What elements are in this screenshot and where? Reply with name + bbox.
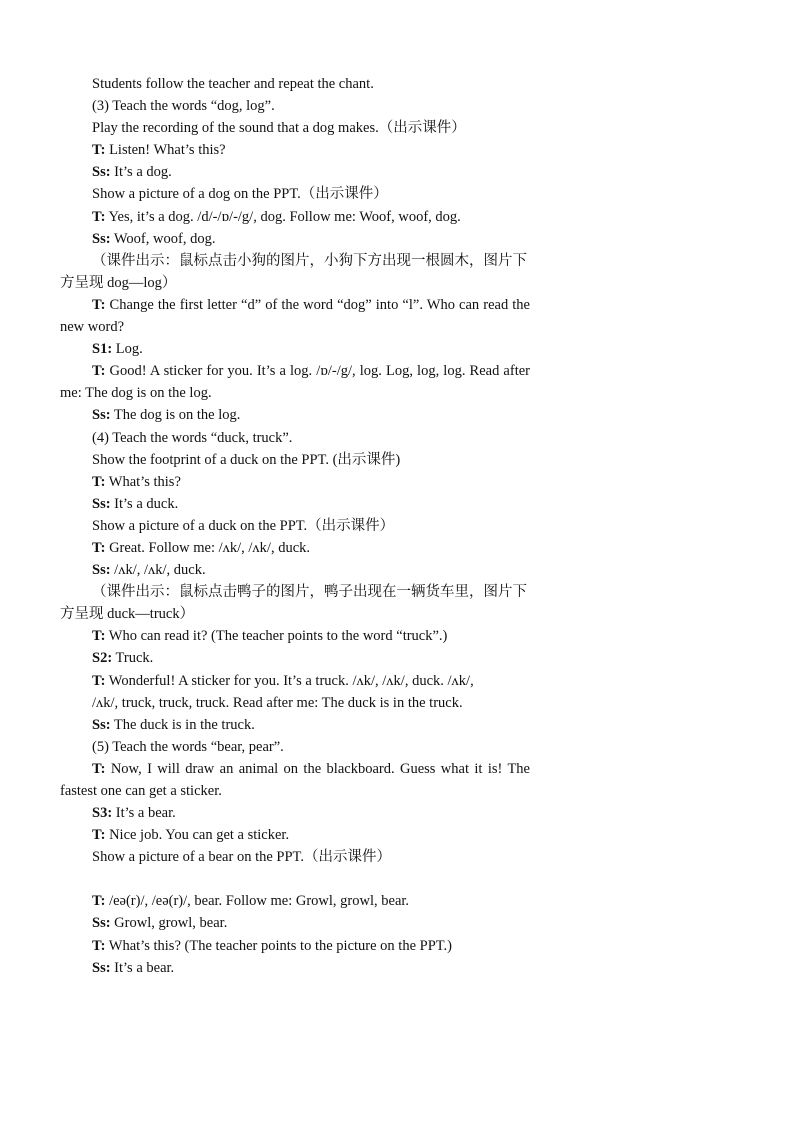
line-text: Show a picture of a duck on the PPT.（出示课件） bbox=[92, 517, 395, 534]
line-text: (4) Teach the words “duck, truck”. bbox=[92, 429, 293, 446]
dialogue-line bbox=[60, 404, 540, 426]
line-text: It’s a dog. bbox=[110, 164, 172, 181]
speaker-label: Ss: bbox=[92, 915, 111, 932]
text-line bbox=[60, 736, 540, 758]
line-text: Log. bbox=[112, 341, 143, 358]
dialogue-line bbox=[60, 471, 540, 493]
line-text: Students follow the teacher and repeat the chant. bbox=[92, 76, 374, 92]
speaker-label: Ss: bbox=[92, 230, 111, 247]
speaker-label: T: bbox=[92, 208, 106, 225]
lesson-plan-text bbox=[60, 73, 540, 979]
dialogue-line bbox=[60, 824, 540, 846]
speaker-label: Ss: bbox=[92, 164, 111, 181]
speaker-label: S1: bbox=[92, 341, 113, 358]
dialogue-line bbox=[60, 294, 530, 338]
courseware-note bbox=[60, 581, 540, 625]
dialogue-line bbox=[60, 360, 530, 404]
text-line bbox=[60, 449, 540, 471]
dialogue-line bbox=[60, 935, 540, 957]
speaker-label: S2: bbox=[92, 650, 113, 667]
line-text: It’s a bear. bbox=[110, 959, 175, 976]
line-text: （课件出示：鼠标点击小狗的图片，小狗下方出现一根圆木，图片下方呈现 dog—log） bbox=[60, 252, 527, 291]
line-text: /eə(r)/, /eə(r)/, bear. Follow me: Growl, growl, bear. bbox=[105, 893, 410, 910]
line-text: /ʌk/, /ʌk/, duck. bbox=[110, 562, 206, 579]
line-text: Change the first letter “d” of the word “dog” into “l”. Who can read the new word? bbox=[60, 296, 530, 336]
dialogue-line bbox=[60, 890, 540, 912]
dialogue-line bbox=[60, 802, 540, 824]
line-text: What’s this? bbox=[105, 473, 181, 490]
speaker-label: T: bbox=[92, 893, 106, 910]
dialogue-line bbox=[60, 338, 540, 360]
text-line bbox=[60, 427, 540, 449]
line-text: Truck. bbox=[112, 650, 154, 667]
line-text: Listen! What’s this? bbox=[105, 142, 226, 159]
line-text: Show the footprint of a duck on the PPT. (出示课件) bbox=[92, 451, 401, 468]
speaker-label: T: bbox=[92, 473, 106, 490]
text-line bbox=[60, 692, 540, 714]
text-line bbox=[60, 73, 540, 95]
line-text: Growl, growl, bear. bbox=[110, 915, 228, 932]
speaker-label: T: bbox=[92, 827, 106, 844]
line-text: Wonderful! A sticker for you. It’s a truck. /ʌk/, /ʌk/, duck. /ʌk/, bbox=[105, 672, 474, 689]
line-text: It’s a bear. bbox=[112, 805, 176, 822]
dialogue-line bbox=[60, 559, 540, 581]
dialogue-line bbox=[60, 647, 540, 669]
speaker-label: Ss: bbox=[92, 716, 111, 733]
dialogue-line bbox=[60, 625, 540, 647]
line-text: What’s this? (The teacher points to the picture on the PPT.) bbox=[105, 937, 453, 954]
dialogue-line bbox=[60, 206, 540, 228]
dialogue-line bbox=[60, 139, 540, 161]
speaker-label: Ss: bbox=[92, 562, 111, 579]
dialogue-line bbox=[60, 758, 530, 802]
text-line bbox=[60, 183, 540, 205]
line-text: /ʌk/, truck, truck, truck. Read after me: The duck is in the truck. bbox=[92, 694, 463, 711]
dialogue-line bbox=[60, 228, 540, 250]
speaker-label: T: bbox=[92, 539, 106, 556]
speaker-label: Ss: bbox=[92, 959, 111, 976]
line-text: Yes, it’s a dog. /d/-/ɒ/-/g/, dog. Follow me: Woof, woof, dog. bbox=[105, 208, 461, 225]
blank-line bbox=[60, 868, 540, 890]
dialogue-line bbox=[60, 537, 540, 559]
line-text: It’s a duck. bbox=[110, 495, 179, 512]
speaker-label: T: bbox=[92, 760, 106, 777]
text-line bbox=[60, 515, 540, 537]
line-text: Play the recording of the sound that a dog makes.（出示课件） bbox=[92, 120, 466, 137]
dialogue-line bbox=[60, 670, 540, 692]
dialogue-line bbox=[60, 714, 540, 736]
speaker-label: T: bbox=[92, 363, 106, 380]
line-text: Woof, woof, dog. bbox=[110, 230, 216, 247]
line-text: (5) Teach the words “bear, pear”. bbox=[92, 738, 284, 755]
speaker-label: T: bbox=[92, 628, 106, 645]
line-text: Good! A sticker for you. It’s a log. /ɒ/-/g/, log. Log, log, log. Read after me: The dog is on the log. bbox=[60, 363, 530, 402]
text-line bbox=[60, 117, 540, 139]
dialogue-line bbox=[60, 161, 540, 183]
line-text: （课件出示：鼠标点击鸭子的图片，鸭子出现在一辆货车里，图片下方呈现 duck—truck） bbox=[60, 584, 527, 623]
line-text: Show a picture of a dog on the PPT.（出示课件） bbox=[92, 186, 388, 203]
line-text: The dog is on the log. bbox=[110, 407, 241, 424]
dialogue-line bbox=[60, 493, 540, 515]
speaker-label: T: bbox=[92, 296, 106, 313]
dialogue-line bbox=[60, 957, 540, 979]
line-text: Now, I will draw an animal on the blackboard. Guess what it is! The fastest one can get a sticker. bbox=[60, 760, 530, 799]
speaker-label: Ss: bbox=[92, 407, 111, 424]
courseware-note bbox=[60, 250, 540, 294]
speaker-label: S3: bbox=[92, 805, 113, 822]
line-text: Who can read it? (The teacher points to the word “truck”.) bbox=[105, 628, 448, 645]
speaker-label: T: bbox=[92, 142, 106, 159]
line-text: Great. Follow me: /ʌk/, /ʌk/, duck. bbox=[105, 539, 311, 556]
text-line bbox=[60, 95, 540, 117]
speaker-label: Ss: bbox=[92, 495, 111, 512]
speaker-label: T: bbox=[92, 937, 106, 954]
text-line bbox=[60, 846, 540, 868]
line-text: The duck is in the truck. bbox=[110, 716, 255, 733]
line-text: Nice job. You can get a sticker. bbox=[105, 827, 290, 844]
dialogue-line bbox=[60, 912, 540, 934]
line-text: Show a picture of a bear on the PPT.（出示课件） bbox=[92, 849, 391, 866]
speaker-label: T: bbox=[92, 672, 106, 689]
line-text: (3) Teach the words “dog, log”. bbox=[92, 98, 275, 115]
